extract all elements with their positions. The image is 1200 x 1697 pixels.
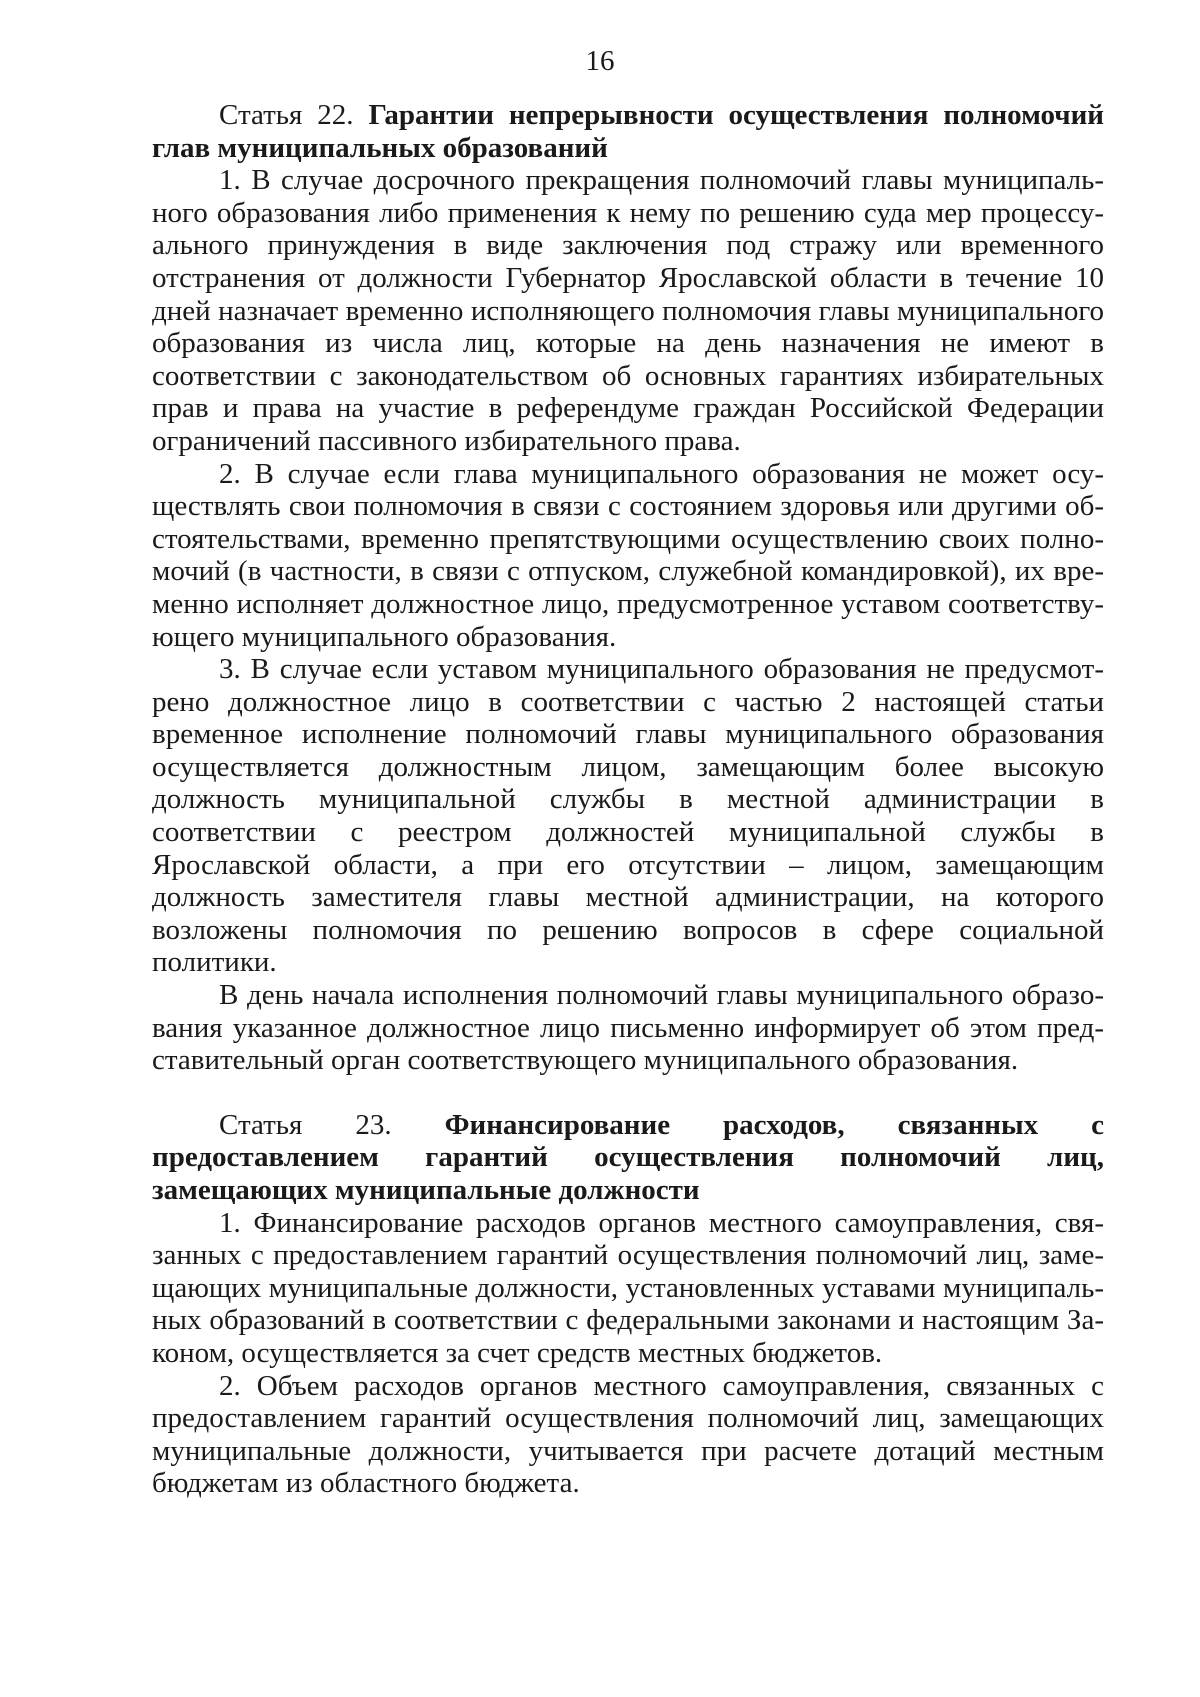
article-paragraph: 2. Объем расходов органов местного самоуправления, связанных с предоставлением гарантий осуществления полномочий лиц, замещающих муниципальные должности, учитывается при расчете дотаций местным бюджетам из областного бюджета. [152, 1369, 1104, 1500]
article-label: Статья 22. [219, 99, 354, 131]
article-paragraph: В день начала исполнения полномочий главы муниципального образования указанное должностное лицо письменно информирует об этом представительный орган соответствующего муниципального образования. [152, 979, 1104, 1077]
article-paragraph: 1. В случае досрочного прекращения полномочий главы муниципального образования либо применения к нему по решению суда мер процессуального принуждения в виде заключения под стражу или временного отстранения от должности Губернатор Ярославской области в течение 10 дней назначает временно исполняющего полномочия главы муниципального образования из числа лиц, которые на день назначения не имеют в соответствии с законодательством об основных гарантиях избирательных прав и права на участие в референдуме граждан Российской Федерации ограничений пассивного избирательного права. [152, 164, 1104, 457]
article-23 [152, 1109, 1104, 1500]
article-title: Гарантии непрерывности осуществления полномочий глав муниципальных образований [152, 99, 1104, 164]
article-paragraph: 1. Финансирование расходов органов местного самоуправления, связанных с предоставлением гарантий осуществления полномочий лиц, замещающих муниципальные должности, установленных уставами муниципальных образований в соответствии с федеральными законами и настоящим Законом, осуществляется за счет средств местных бюджетов. [152, 1206, 1104, 1369]
document-body [152, 99, 1104, 1500]
article-paragraph: 3. В случае если уставом муниципального образования не предусмотрено должностное лицо в соответствии с частью 2 настоящей статьи временное исполнение полномочий главы муниципального образования осуществляется должностным лицом, замещающим более высокую должность муниципальной службы в местной администрации в соответствии с реестром должностей муниципальной службы в Ярославской области, а при его отсутствии – лицом, замещающим должность заместителя главы местной администрации, на которого возложены полномочия по решению вопросов в сфере социальной политики. [152, 653, 1104, 979]
page-number: 16 [585, 45, 615, 77]
article-22 [152, 99, 1104, 1077]
article-heading [152, 99, 1104, 164]
article-title: Финансирование расходов, связанных с предоставлением гарантий осуществления полномочий лиц, замещающих муниципальные должности [152, 1108, 1104, 1206]
article-heading [152, 1109, 1104, 1207]
article-label: Статья 23. [219, 1108, 392, 1141]
article-paragraph: 2. В случае если глава муниципального образования не может осуществлять свои полномочия в связи с состоянием здоровья или другими обстоятельствами, временно препятствующими осуществлению своих полномочий (в частности, в связи с отпуском, служебной командировкой), их временно исполняет должностное лицо, предусмотренное уставом соответствующего муниципального образования. [152, 457, 1104, 653]
